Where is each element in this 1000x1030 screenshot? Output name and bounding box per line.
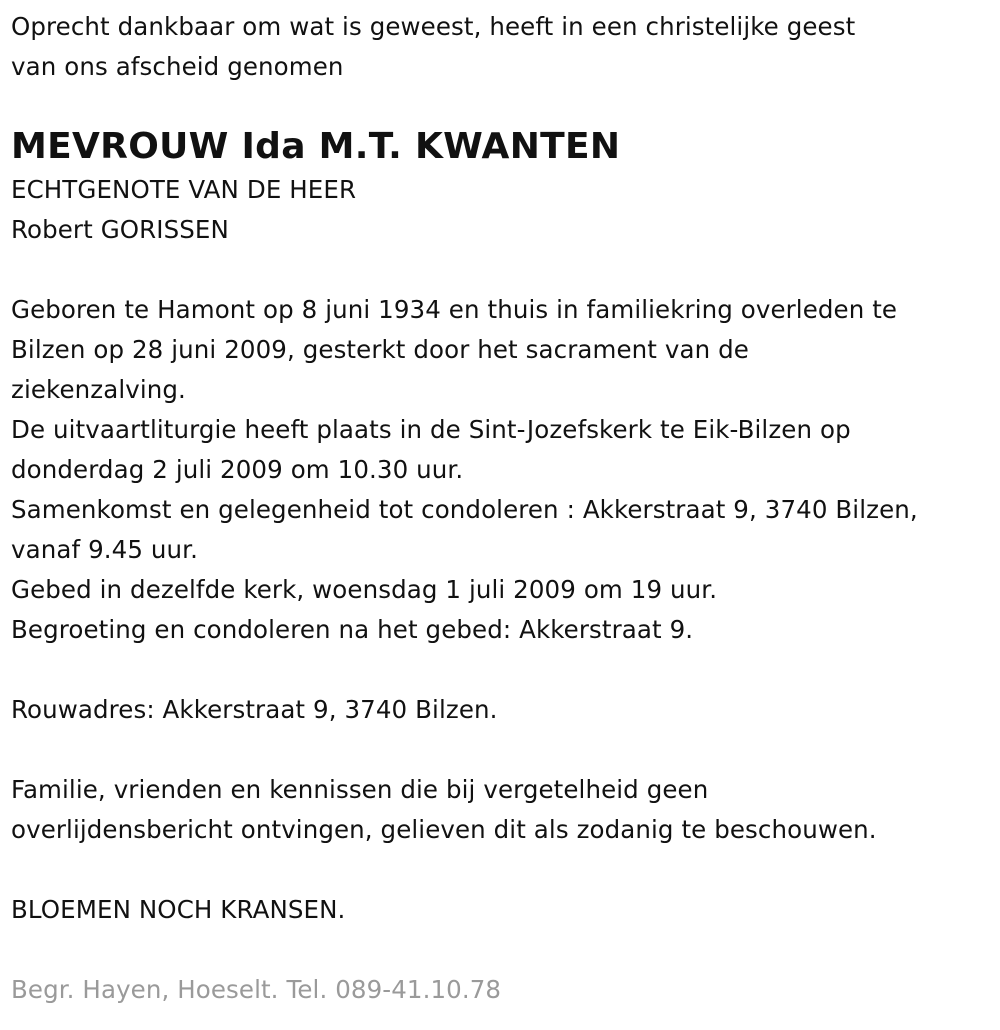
details-line: Samenkomst en gelegenheid tot condoleren : Akkerstraat 9, 3740 Bilzen, <box>11 495 918 524</box>
details-line: Begroeting en condoleren na het gebed: Akkerstraat 9. <box>11 615 694 644</box>
spouse-title: ECHTGENOTE VAN DE HEER <box>11 175 357 204</box>
intro-line: van ons afscheid genomen <box>11 52 344 81</box>
details-line: vanaf 9.45 uur. <box>11 535 198 564</box>
deceased-name: MEVROUW Ida M.T. KWANTEN <box>11 126 621 167</box>
spacer <box>11 850 991 890</box>
mourning-address: Rouwadres: Akkerstraat 9, 3740 Bilzen. <box>11 695 498 724</box>
spouse-name: Robert GORISSEN <box>11 215 229 244</box>
spacer <box>11 930 991 970</box>
intro-line: Oprecht dankbaar om wat is geweest, heeft in een christelijke geest <box>11 12 856 41</box>
notice-block <box>11 770 991 850</box>
spacer <box>11 650 991 690</box>
details-line: Bilzen op 28 juni 2009, gesterkt door het sacrament van de <box>11 335 749 364</box>
details-line: donderdag 2 juli 2009 om 10.30 uur. <box>11 455 464 484</box>
spacer <box>11 250 991 290</box>
flowers-note: BLOEMEN NOCH KRANSEN. <box>11 895 346 924</box>
spacer <box>11 730 991 770</box>
details-line: Geboren te Hamont op 8 juni 1934 en thuis in familiekring overleden te <box>11 295 898 324</box>
spouse-info <box>11 170 991 250</box>
details-line: ziekenzalving. <box>11 375 186 404</box>
funeral-home-footer: Begr. Hayen, Hoeselt. Tel. 089-41.10.78 <box>11 975 502 1004</box>
details-line: Gebed in dezelfde kerk, woensdag 1 juli 2009 om 19 uur. <box>11 575 718 604</box>
obituary-notice <box>11 7 991 1010</box>
details-block <box>11 290 991 650</box>
notice-line: Familie, vrienden en kennissen die bij vergetelheid geen <box>11 775 709 804</box>
details-line: De uitvaartliturgie heeft plaats in de Sint-Jozefskerk te Eik-Bilzen op <box>11 415 851 444</box>
notice-line: overlijdensbericht ontvingen, gelieven dit als zodanig te beschouwen. <box>11 815 877 844</box>
intro-text <box>11 7 991 87</box>
